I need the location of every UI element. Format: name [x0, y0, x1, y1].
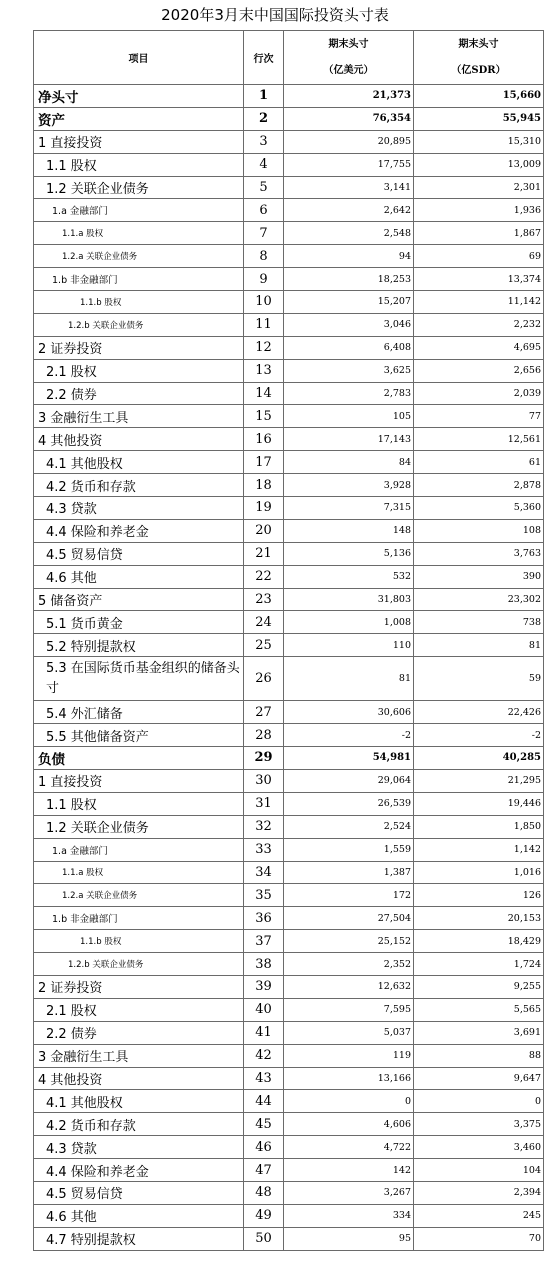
sdr-value-cell: 1,724 — [414, 953, 544, 976]
item-cell: 4.5 贸易信贷 — [34, 1181, 244, 1204]
usd-value-cell: 4,606 — [284, 1113, 414, 1136]
usd-value-cell: 3,141 — [284, 176, 414, 199]
usd-value-cell: 76,354 — [284, 107, 414, 130]
usd-value-cell: 2,352 — [284, 953, 414, 976]
row-number-cell: 26 — [244, 657, 284, 701]
page-title: 2020年3月末中国国际投资头寸表 — [161, 6, 389, 24]
table-row — [34, 1227, 544, 1250]
row-number-cell: 2 — [244, 107, 284, 130]
usd-value-cell: 5,136 — [284, 542, 414, 565]
item-cell: 净头寸 — [34, 85, 244, 108]
table-row — [34, 861, 544, 884]
table-row — [34, 542, 544, 565]
item-cell: 1.2.a 关联企业债务 — [34, 884, 244, 907]
sdr-value-cell: 104 — [414, 1159, 544, 1182]
item-cell: 2.2 债券 — [34, 382, 244, 405]
sdr-value-cell: 2,232 — [414, 313, 544, 336]
table-body — [34, 85, 544, 1251]
item-cell: 4.3 贷款 — [34, 497, 244, 520]
usd-value-cell: 5,037 — [284, 1021, 414, 1044]
usd-value-cell: 7,315 — [284, 497, 414, 520]
usd-value-cell: 6,408 — [284, 336, 414, 359]
usd-value-cell: 334 — [284, 1204, 414, 1227]
item-cell: 1.b 非金融部门 — [34, 907, 244, 930]
row-number-cell: 29 — [244, 747, 284, 770]
usd-value-cell: 2,524 — [284, 815, 414, 838]
row-number-cell: 31 — [244, 792, 284, 815]
sdr-value-cell: 88 — [414, 1044, 544, 1067]
row-number-cell: 48 — [244, 1181, 284, 1204]
item-cell: 5 储备资产 — [34, 588, 244, 611]
item-cell: 2.2 债券 — [34, 1021, 244, 1044]
row-number-cell: 12 — [244, 336, 284, 359]
usd-value-cell: 94 — [284, 245, 414, 268]
row-number-cell: 43 — [244, 1067, 284, 1090]
sdr-value-cell: 1,142 — [414, 838, 544, 861]
sdr-value-cell: 2,301 — [414, 176, 544, 199]
row-number-cell: 33 — [244, 838, 284, 861]
investment-position-table — [33, 30, 544, 1251]
item-cell: 4.6 其他 — [34, 1204, 244, 1227]
item-cell: 负债 — [34, 747, 244, 770]
item-cell: 1.1.a 股权 — [34, 222, 244, 245]
table-row — [34, 405, 544, 428]
header-usd-line1: 期末头寸 — [328, 38, 369, 50]
item-cell: 2 证券投资 — [34, 975, 244, 998]
sdr-value-cell: 69 — [414, 245, 544, 268]
table-row — [34, 85, 544, 108]
row-number-cell: 27 — [244, 701, 284, 724]
sdr-value-cell: 126 — [414, 884, 544, 907]
sdr-value-cell: 1,936 — [414, 199, 544, 222]
item-cell: 4.6 其他 — [34, 565, 244, 588]
usd-value-cell: 29,064 — [284, 769, 414, 792]
sdr-value-cell: 59 — [414, 657, 544, 701]
table-row — [34, 222, 544, 245]
row-number-cell: 32 — [244, 815, 284, 838]
table-row — [34, 359, 544, 382]
table-row — [34, 130, 544, 153]
table-row — [34, 838, 544, 861]
row-number-cell: 16 — [244, 428, 284, 451]
table-row — [34, 769, 544, 792]
sdr-value-cell: 9,255 — [414, 975, 544, 998]
sdr-value-cell: 3,691 — [414, 1021, 544, 1044]
row-number-cell: 24 — [244, 611, 284, 634]
table-row — [34, 497, 544, 520]
table-row — [34, 565, 544, 588]
table-row — [34, 975, 544, 998]
table-row — [34, 1067, 544, 1090]
row-number-cell: 22 — [244, 565, 284, 588]
usd-value-cell: 3,625 — [284, 359, 414, 382]
row-number-cell: 6 — [244, 199, 284, 222]
table-row — [34, 1204, 544, 1227]
sdr-value-cell: 390 — [414, 565, 544, 588]
usd-value-cell: 119 — [284, 1044, 414, 1067]
sdr-value-cell: 1,850 — [414, 815, 544, 838]
sdr-value-cell: 2,878 — [414, 474, 544, 497]
header-row-number: 行次 — [244, 31, 284, 85]
table-row — [34, 176, 544, 199]
row-number-cell: 45 — [244, 1113, 284, 1136]
usd-value-cell: 1,008 — [284, 611, 414, 634]
sdr-value-cell: 2,656 — [414, 359, 544, 382]
sdr-value-cell: 61 — [414, 451, 544, 474]
usd-value-cell: 26,539 — [284, 792, 414, 815]
item-cell: 4.7 特别提款权 — [34, 1227, 244, 1250]
sdr-value-cell: 245 — [414, 1204, 544, 1227]
item-cell: 4.4 保险和养老金 — [34, 519, 244, 542]
usd-value-cell: 110 — [284, 634, 414, 657]
header-sdr — [414, 31, 544, 85]
sdr-value-cell: 4,695 — [414, 336, 544, 359]
table-row — [34, 1044, 544, 1067]
item-cell: 1.1.a 股权 — [34, 861, 244, 884]
item-cell: 1.a 金融部门 — [34, 838, 244, 861]
sdr-value-cell: 1,867 — [414, 222, 544, 245]
table-row — [34, 611, 544, 634]
item-cell: 1 直接投资 — [34, 769, 244, 792]
row-number-cell: 9 — [244, 268, 284, 291]
usd-value-cell: 0 — [284, 1090, 414, 1113]
table-row — [34, 268, 544, 291]
sdr-value-cell: 11,142 — [414, 291, 544, 314]
item-cell: 3 金融衍生工具 — [34, 1044, 244, 1067]
row-number-cell: 39 — [244, 975, 284, 998]
table-row — [34, 428, 544, 451]
sdr-value-cell: 3,375 — [414, 1113, 544, 1136]
table-row — [34, 657, 544, 701]
row-number-cell: 17 — [244, 451, 284, 474]
row-number-cell: 1 — [244, 85, 284, 108]
header-item: 项目 — [34, 31, 244, 85]
item-cell: 1.2 关联企业债务 — [34, 815, 244, 838]
row-number-cell: 4 — [244, 153, 284, 176]
sdr-value-cell: 23,302 — [414, 588, 544, 611]
sdr-value-cell: 55,945 — [414, 107, 544, 130]
item-cell: 1.1.b 股权 — [34, 291, 244, 314]
item-cell: 5.5 其他储备资产 — [34, 724, 244, 747]
item-cell: 5.4 外汇储备 — [34, 701, 244, 724]
sdr-value-cell: 70 — [414, 1227, 544, 1250]
item-cell: 1.2 关联企业债务 — [34, 176, 244, 199]
usd-value-cell: 30,606 — [284, 701, 414, 724]
usd-value-cell: 532 — [284, 565, 414, 588]
table-row — [34, 474, 544, 497]
row-number-cell: 8 — [244, 245, 284, 268]
sdr-value-cell: 22,426 — [414, 701, 544, 724]
table-row — [34, 634, 544, 657]
table-row — [34, 884, 544, 907]
sdr-value-cell: 12,561 — [414, 428, 544, 451]
usd-value-cell: 20,895 — [284, 130, 414, 153]
sdr-value-cell: 0 — [414, 1090, 544, 1113]
usd-value-cell: 15,207 — [284, 291, 414, 314]
usd-value-cell: 1,387 — [284, 861, 414, 884]
usd-value-cell: 2,783 — [284, 382, 414, 405]
row-number-cell: 37 — [244, 930, 284, 953]
usd-value-cell: 84 — [284, 451, 414, 474]
item-cell: 2.1 股权 — [34, 998, 244, 1021]
row-number-cell: 38 — [244, 953, 284, 976]
row-number-cell: 19 — [244, 497, 284, 520]
table-row — [34, 1113, 544, 1136]
table-row — [34, 519, 544, 542]
item-cell: 5.1 货币黄金 — [34, 611, 244, 634]
table-row — [34, 1136, 544, 1159]
sdr-value-cell: 15,310 — [414, 130, 544, 153]
table-row — [34, 153, 544, 176]
row-number-cell: 11 — [244, 313, 284, 336]
sdr-value-cell: 81 — [414, 634, 544, 657]
usd-value-cell: 148 — [284, 519, 414, 542]
item-cell: 1.1 股权 — [34, 792, 244, 815]
row-number-cell: 47 — [244, 1159, 284, 1182]
usd-value-cell: 3,267 — [284, 1181, 414, 1204]
item-cell: 1.2.b 关联企业债务 — [34, 953, 244, 976]
table-row — [34, 747, 544, 770]
row-number-cell: 21 — [244, 542, 284, 565]
table-row — [34, 107, 544, 130]
usd-value-cell: 2,642 — [284, 199, 414, 222]
item-cell: 1.1 股权 — [34, 153, 244, 176]
row-number-cell: 50 — [244, 1227, 284, 1250]
usd-value-cell: 105 — [284, 405, 414, 428]
header-usd — [284, 31, 414, 85]
row-number-cell: 49 — [244, 1204, 284, 1227]
usd-value-cell: 17,755 — [284, 153, 414, 176]
table-row — [34, 451, 544, 474]
table-row — [34, 245, 544, 268]
item-cell: 资产 — [34, 107, 244, 130]
sdr-value-cell: 13,374 — [414, 268, 544, 291]
usd-value-cell: 4,722 — [284, 1136, 414, 1159]
usd-value-cell: -2 — [284, 724, 414, 747]
table-row — [34, 1021, 544, 1044]
row-number-cell: 42 — [244, 1044, 284, 1067]
table-row — [34, 1181, 544, 1204]
item-cell: 4.3 贷款 — [34, 1136, 244, 1159]
item-cell: 3 金融衍生工具 — [34, 405, 244, 428]
item-cell: 5.2 特别提款权 — [34, 634, 244, 657]
row-number-cell: 25 — [244, 634, 284, 657]
item-cell: 4.4 保险和养老金 — [34, 1159, 244, 1182]
row-number-cell: 14 — [244, 382, 284, 405]
row-number-cell: 30 — [244, 769, 284, 792]
row-number-cell: 7 — [244, 222, 284, 245]
table-header — [34, 31, 544, 85]
table-row — [34, 998, 544, 1021]
usd-value-cell: 12,632 — [284, 975, 414, 998]
table-row — [34, 336, 544, 359]
table-row — [34, 1159, 544, 1182]
table-row — [34, 907, 544, 930]
usd-value-cell: 1,559 — [284, 838, 414, 861]
item-cell: 1.b 非金融部门 — [34, 268, 244, 291]
row-number-cell: 23 — [244, 588, 284, 611]
table-row — [34, 792, 544, 815]
row-number-cell: 34 — [244, 861, 284, 884]
item-cell: 4 其他投资 — [34, 1067, 244, 1090]
table-row — [34, 313, 544, 336]
row-number-cell: 10 — [244, 291, 284, 314]
row-number-cell: 46 — [244, 1136, 284, 1159]
usd-value-cell: 31,803 — [284, 588, 414, 611]
item-cell: 4.5 贸易信贷 — [34, 542, 244, 565]
sdr-value-cell: 5,565 — [414, 998, 544, 1021]
table-row — [34, 930, 544, 953]
sdr-value-cell: 108 — [414, 519, 544, 542]
sdr-value-cell: 77 — [414, 405, 544, 428]
row-number-cell: 3 — [244, 130, 284, 153]
usd-value-cell: 95 — [284, 1227, 414, 1250]
usd-value-cell: 172 — [284, 884, 414, 907]
sdr-value-cell: -2 — [414, 724, 544, 747]
row-number-cell: 28 — [244, 724, 284, 747]
sdr-value-cell: 19,446 — [414, 792, 544, 815]
table-row — [34, 815, 544, 838]
table-row — [34, 724, 544, 747]
sdr-value-cell: 20,153 — [414, 907, 544, 930]
item-cell: 1.a 金融部门 — [34, 199, 244, 222]
table-row — [34, 291, 544, 314]
table-row — [34, 199, 544, 222]
sdr-value-cell: 3,460 — [414, 1136, 544, 1159]
usd-value-cell: 18,253 — [284, 268, 414, 291]
sdr-value-cell: 2,039 — [414, 382, 544, 405]
usd-value-cell: 3,046 — [284, 313, 414, 336]
sdr-value-cell: 738 — [414, 611, 544, 634]
row-number-cell: 40 — [244, 998, 284, 1021]
row-number-cell: 44 — [244, 1090, 284, 1113]
table-row — [34, 382, 544, 405]
row-number-cell: 20 — [244, 519, 284, 542]
item-cell: 2.1 股权 — [34, 359, 244, 382]
usd-value-cell: 81 — [284, 657, 414, 701]
usd-value-cell: 142 — [284, 1159, 414, 1182]
sdr-value-cell: 2,394 — [414, 1181, 544, 1204]
table-row — [34, 701, 544, 724]
sdr-value-cell: 21,295 — [414, 769, 544, 792]
row-number-cell: 5 — [244, 176, 284, 199]
item-cell: 4 其他投资 — [34, 428, 244, 451]
header-sdr-line2: （亿SDR） — [451, 64, 506, 76]
usd-value-cell: 2,548 — [284, 222, 414, 245]
item-cell: 4.1 其他股权 — [34, 451, 244, 474]
item-cell: 1 直接投资 — [34, 130, 244, 153]
item-cell: 5.3 在国际货币基金组织的储备头寸 — [34, 657, 244, 701]
header-usd-line2: （亿美元） — [323, 64, 374, 76]
usd-value-cell: 27,504 — [284, 907, 414, 930]
usd-value-cell: 25,152 — [284, 930, 414, 953]
sdr-value-cell: 18,429 — [414, 930, 544, 953]
item-cell: 2 证券投资 — [34, 336, 244, 359]
sdr-value-cell: 15,660 — [414, 85, 544, 108]
table-row — [34, 588, 544, 611]
row-number-cell: 35 — [244, 884, 284, 907]
item-cell: 4.2 货币和存款 — [34, 1113, 244, 1136]
sdr-value-cell: 1,016 — [414, 861, 544, 884]
sdr-value-cell: 9,647 — [414, 1067, 544, 1090]
item-cell: 4.1 其他股权 — [34, 1090, 244, 1113]
row-number-cell: 13 — [244, 359, 284, 382]
row-number-cell: 15 — [244, 405, 284, 428]
item-cell: 1.2.a 关联企业债务 — [34, 245, 244, 268]
item-cell: 1.1.b 股权 — [34, 930, 244, 953]
table-row — [34, 953, 544, 976]
sdr-value-cell: 5,360 — [414, 497, 544, 520]
usd-value-cell: 17,143 — [284, 428, 414, 451]
usd-value-cell: 54,981 — [284, 747, 414, 770]
header-sdr-line1: 期末头寸 — [458, 38, 499, 50]
sdr-value-cell: 40,285 — [414, 747, 544, 770]
usd-value-cell: 7,595 — [284, 998, 414, 1021]
usd-value-cell: 3,928 — [284, 474, 414, 497]
row-number-cell: 18 — [244, 474, 284, 497]
row-number-cell: 36 — [244, 907, 284, 930]
sdr-value-cell: 13,009 — [414, 153, 544, 176]
item-cell: 4.2 货币和存款 — [34, 474, 244, 497]
item-cell: 1.2.b 关联企业债务 — [34, 313, 244, 336]
table-row — [34, 1090, 544, 1113]
usd-value-cell: 21,373 — [284, 85, 414, 108]
sdr-value-cell: 3,763 — [414, 542, 544, 565]
usd-value-cell: 13,166 — [284, 1067, 414, 1090]
row-number-cell: 41 — [244, 1021, 284, 1044]
